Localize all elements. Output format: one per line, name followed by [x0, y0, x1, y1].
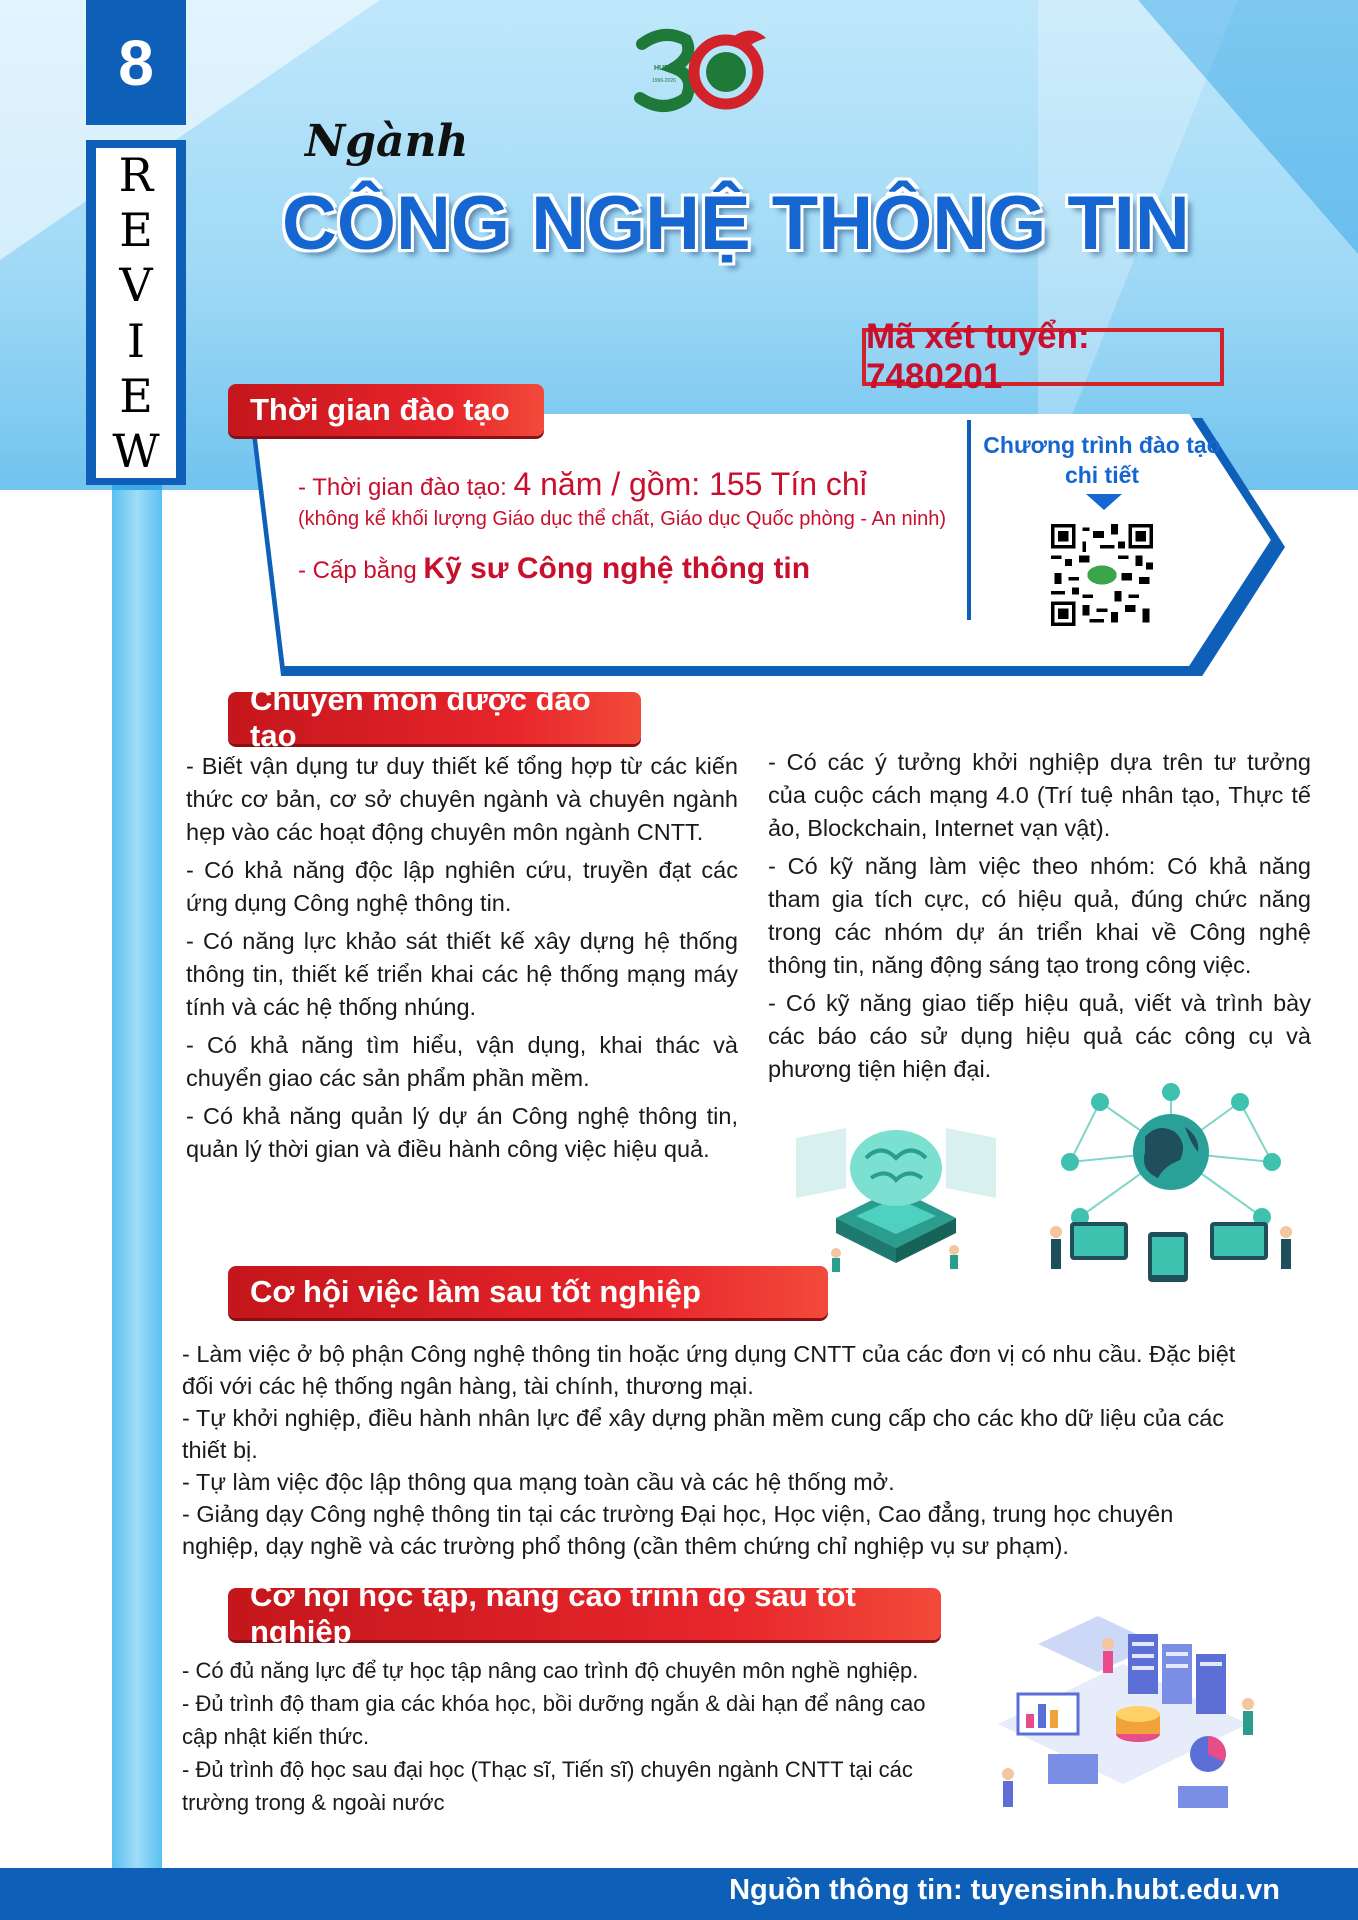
list-item: - Có kỹ năng làm việc theo nhóm: Có khả năng tham gia tích cực, có hiệu quả, đúng chức năng trong các nhóm dự án triển khai về Công nghệ thông tin, năng động sáng tạo trong công việc.: [768, 853, 1311, 978]
training-duration-value: 4 năm / gồm: 155 Tín chỉ: [513, 466, 867, 502]
jobs-list: [182, 1338, 1252, 1562]
degree-label: - Cấp bằng: [298, 557, 417, 584]
list-item: - Làm việc ở bộ phận Công nghệ thông tin hoặc ứng dụng CNTT của các đơn vị có nhu cầu. Đặc biệt đối với các hệ thống ngân hàng, tài chính, thương mại.: [182, 1341, 1236, 1399]
logo-years: 1996-2026: [652, 78, 676, 84]
training-duration-label: - Thời gian đào tạo:: [298, 474, 507, 501]
review-letter: V: [119, 258, 153, 313]
footer-source: Nguồn thông tin: tuyensinh.hubt.edu.vn: [729, 1874, 1280, 1906]
degree-value: Kỹ sư Công nghệ thông tin: [423, 552, 811, 585]
list-item: - Có khả năng tìm hiểu, vận dụng, khai thác và chuyển giao các sản phẩm phần mềm.: [186, 1032, 738, 1091]
training-time-heading: Thời gian đào tạo: [228, 384, 544, 436]
list-item: - Giảng dạy Công nghệ thông tin tại các trường Đại học, Học viện, Cao đẳng, trung học chuyên nghiệp, dạy nghề và các trường phổ thông (cần thêm chứng chỉ nghiệp vụ sư phạm).: [182, 1501, 1174, 1559]
review-letter: W: [112, 423, 160, 478]
ribbon-pole: [112, 490, 162, 1870]
qr-code-icon[interactable]: [1042, 520, 1162, 630]
list-item: - Có đủ năng lực để tự học tập nâng cao trình độ chuyên môn nghề nghiệp.: [182, 1658, 919, 1683]
page-subtitle: Ngành: [305, 116, 469, 167]
review-letter: E: [119, 368, 153, 423]
list-item: - Có năng lực khảo sát thiết kế xây dựng hệ thống thông tin, thiết kế triển khai các hệ thống mạng máy tính và các hệ thống nhúng.: [186, 928, 738, 1020]
degree: [298, 552, 810, 586]
global-network-illustration: [1040, 1082, 1302, 1292]
specialization-heading: Chuyên môn được đào tạo: [228, 692, 641, 744]
study-heading: Cơ hội học tập, nâng cao trình độ sau tốt nghiệp: [228, 1588, 941, 1640]
training-note: (không kể khối lượng Giáo dục thể chất, Giáo dục Quốc phòng - An ninh): [298, 508, 947, 530]
list-item: - Biết vận dụng tư duy thiết kế tổng hợp từ các kiến thức cơ bản, cơ sở chuyên ngành và chuyên ngành hẹp vào các hoạt động chuyên môn ngành CNTT.: [186, 753, 738, 845]
card-divider: [967, 420, 971, 620]
specialization-right-column: [768, 746, 1311, 1091]
list-item: - Đủ trình độ tham gia các khóa học, bồi dưỡng ngắn & dài hạn để nâng cao cập nhật kiến thức.: [182, 1691, 926, 1749]
logo-badge-text: HUBT: [654, 65, 674, 72]
ai-brain-illustration: [776, 1098, 1016, 1273]
page-title: CÔNG NGHỆ THÔNG TIN: [282, 181, 1190, 266]
list-item: - Có khả năng độc lập nghiên cứu, truyền đạt các ứng dụng Công nghệ thông tin.: [186, 857, 738, 916]
admission-code: Mã xét tuyển: 7480201: [862, 328, 1224, 386]
specialization-left-column: [186, 750, 738, 1171]
list-item: - Đủ trình độ học sau đại học (Thạc sĩ, Tiến sĩ) chuyên ngành CNTT tại các trường trong & ngoài nước: [182, 1757, 913, 1815]
jobs-heading: Cơ hội việc làm sau tốt nghiệp: [228, 1266, 828, 1318]
review-letter: I: [126, 313, 146, 368]
review-letter: E: [119, 203, 153, 258]
logo-30-years: [634, 26, 774, 116]
page-number: 8: [86, 0, 186, 125]
study-list: [182, 1654, 962, 1819]
list-item: - Có các ý tưởng khởi nghiệp dựa trên tư tưởng của cuộc cách mạng 4.0 (Trí tuệ nhân tạo, Thực tế ảo, Blockchain, Internet vạn vật).: [768, 749, 1311, 841]
list-item: - Tự khởi nghiệp, điều hành nhân lực để xây dựng phần mềm cung cấp cho các kho dữ liệu của các thiết bị.: [182, 1405, 1225, 1463]
review-label: [96, 148, 176, 478]
data-center-illustration: [978, 1604, 1268, 1824]
training-duration: [298, 466, 867, 503]
list-item: - Có kỹ năng giao tiếp hiệu quả, viết và trình bày các báo cáo sử dụng hiệu quả các công cụ và phương tiện hiện đại.: [768, 990, 1311, 1082]
arrow-down-icon: [1086, 494, 1122, 510]
review-letter: R: [118, 148, 154, 202]
list-item: - Có khả năng quản lý dự án Công nghệ thông tin, quản lý thời gian và điều hành công việc hiệu quả.: [186, 1103, 738, 1162]
program-detail-label: Chương trình đào tạo chi tiết: [983, 432, 1221, 488]
list-item: - Tự làm việc độc lập thông qua mạng toàn cầu và các hệ thống mở.: [182, 1469, 895, 1495]
